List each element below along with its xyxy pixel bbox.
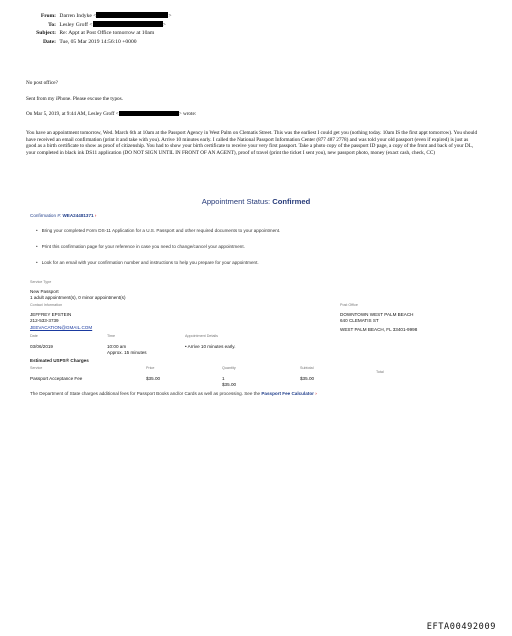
- time-label: Time: [107, 334, 116, 338]
- appointment-details: • Arrive 10 minutes early.: [185, 344, 236, 349]
- confirmation-label: Confirmation #:: [30, 213, 63, 218]
- subject-label: Subject:: [36, 30, 56, 37]
- subject-row: [10, 29, 172, 38]
- service-type-value: New Passport: [30, 289, 59, 294]
- post-office-name: DOWNTOWN WEST PALM BEACH: [340, 312, 414, 317]
- date-label: Date: [30, 334, 38, 338]
- date-row: [10, 38, 172, 47]
- status-value: Confirmed: [272, 197, 311, 206]
- charges-title: Estimated USPS® Charges: [30, 358, 89, 363]
- passport-fee-calculator-link[interactable]: Passport Fee Calculator: [261, 391, 314, 396]
- contact-info-label: Contact Information: [30, 303, 63, 307]
- column-subtotal: Subtotal: [300, 366, 314, 370]
- column-price: Price: [146, 366, 155, 370]
- to-label: To:: [48, 21, 56, 28]
- service-type-label: Service Type: [30, 280, 52, 284]
- fee-price: $35.00: [146, 376, 161, 381]
- quote-suffix: > wrote:: [178, 111, 197, 117]
- appointment-status-title: [0, 197, 512, 206]
- contact-name: JEFFREY EPSTEIN: [30, 312, 72, 317]
- subject-value: Re: Appt at Post Office tomorrow at 10am: [59, 30, 155, 37]
- post-office-street: 640 CLEMATIS ST: [340, 318, 379, 323]
- quoted-message: [26, 130, 478, 156]
- fee-quantity-amount: $35.00: [222, 382, 237, 387]
- redaction-bar: [119, 111, 179, 116]
- confirmation-number: WEA24481371: [62, 213, 94, 218]
- email-line-1: No post office?: [26, 80, 58, 86]
- instruction-bullet-3: • Look for an email with your confirmation number and instructions to help you prepare for your appointment.: [36, 260, 259, 266]
- appointment-date: 03/06/2019: [30, 344, 53, 349]
- quote-prefix: On Mar 5, 2019, at 9:44 AM, Lesley Groff <: [26, 111, 119, 117]
- fee-quantity: 1: [222, 376, 225, 381]
- redaction-bar: [96, 12, 168, 18]
- appointment-duration: Approx. 15 minutes: [107, 350, 147, 355]
- chevron-right-icon[interactable]: ›: [94, 213, 97, 218]
- quoted-message-text: You have an appointment tomorrow, Wed. March 6th at 10am at the Passport Agency in West Palm on Clematis Street. This was the earliest I could get you (nothing today. 10am IS the first appt tomorrow). You should have received an email confirmation (print it and take with you). Arrive 10 minutes early. I called the National Passport Information Center (877 487 2778) and was told your old passport (even if expired) is just as good as a birth certificate to show as proof of citizenship. You had to show your birth certificate to receive your very first passport. Take a photo copy of the passport ID page, a copy of the front and back of your DL, your completed in black ink DS11 application (DO NOT SIGN UNTIL IN FRONT OF AN AGENT), proof of travel (print the ticket I sent you), new passport photo, money (exact cash, check, CC): [26, 130, 478, 156]
- fee-service: Passport Acceptance Fee: [30, 376, 83, 381]
- document-id: EFTA00492009: [426, 622, 496, 632]
- to-row: To: Lesley Groff < >: [10, 21, 172, 30]
- redaction-bar: [93, 21, 163, 27]
- from-value: Darren Indyke <: [59, 13, 97, 19]
- details-label: Appointment Details: [185, 334, 219, 338]
- column-service: Service: [30, 366, 43, 370]
- column-quantity: Quantity: [222, 366, 236, 370]
- from-label: From:: [40, 13, 56, 19]
- to-value: Lesley Groff <: [59, 21, 93, 28]
- post-office-label: Post Office: [340, 303, 358, 307]
- appointments-count: 1 adult appointment(s), 0 minor appointment(s): [30, 295, 126, 300]
- from-row: From: Darren Indyke < >: [10, 12, 172, 21]
- status-prefix: Appointment Status:: [201, 197, 273, 206]
- date-value: Tue, 05 Mar 2019 14:56:10 +0000: [59, 38, 137, 45]
- contact-email-link[interactable]: JEEVACATION@GMAIL.COM: [30, 325, 93, 330]
- chevron-right-icon[interactable]: ›: [315, 391, 317, 396]
- instruction-bullet-2: • Print this confirmation page for your reference in case you need to change/cancel your appointment.: [36, 244, 245, 250]
- post-office-city: WEST PALM BEACH, FL 33401-9998: [340, 327, 418, 332]
- email-line-2: Sent from my iPhone. Please excuse the typos.: [26, 96, 123, 102]
- quote-header: [26, 111, 478, 118]
- column-total: Total: [376, 370, 384, 374]
- email-header: [10, 12, 172, 46]
- fee-subtotal: $35.00: [300, 376, 315, 381]
- contact-phone: 212-533-3739: [30, 318, 59, 323]
- instruction-bullet-1: • Bring your completed Form DS-11 Application for a U.S. Passport and other required documents to your appointment.: [36, 228, 280, 234]
- confirmation-number-row: [30, 213, 96, 219]
- fee-note: [30, 391, 317, 397]
- appointment-time: 10:00 am: [107, 344, 127, 349]
- date-label: Date:: [42, 38, 56, 45]
- fee-note-text: The Department of State charges additional fees for Passport Books and/or Cards as well as processing. See the: [30, 391, 262, 396]
